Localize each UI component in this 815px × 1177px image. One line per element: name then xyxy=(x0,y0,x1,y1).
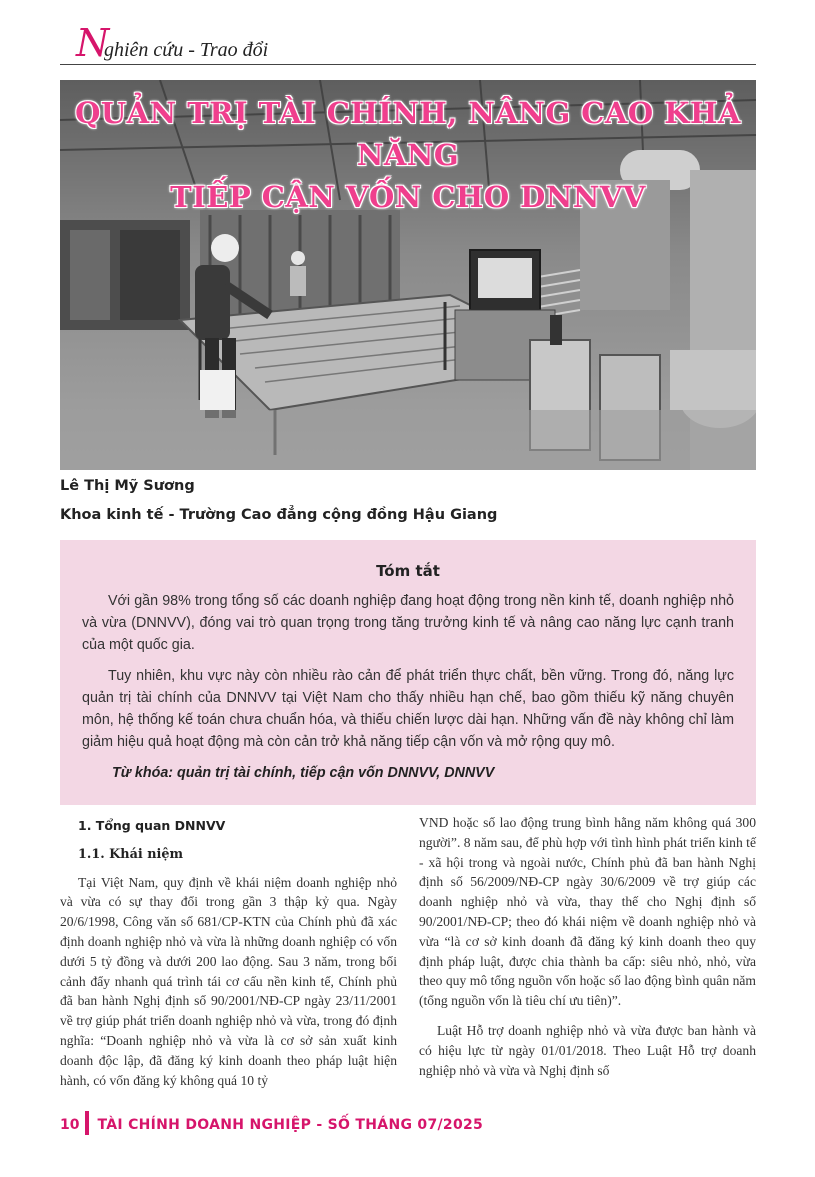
page-footer xyxy=(60,1112,483,1138)
article-title-line-1: QUẢN TRỊ TÀI CHÍNH, NÂNG CAO KHẢ NĂNG xyxy=(75,96,741,172)
page-number: 10 xyxy=(60,1117,80,1133)
body-column-right xyxy=(419,813,756,1080)
body-column-left xyxy=(60,813,397,1090)
abstract-paragraph-1: Với gần 98% trong tổng số các doanh nghiệp đang hoạt động trong nền kinh tế, doanh nghiệp nhỏ và vừa (DNNVV), đóng vai trò quan trọng trong tăng trưởng kinh tế và nâng cao năng lực cạnh tranh của một quốc gia. xyxy=(82,593,734,653)
body-paragraph: Luật Hỗ trợ doanh nghiệp nhỏ và vừa được ban hành và có hiệu lực từ ngày 01/01/2018. Theo Luật Hỗ trợ doanh nghiệp nhỏ và vừa và Nghị định số xyxy=(419,1022,756,1078)
abstract-keywords: Từ khóa: quản trị tài chính, tiếp cận vốn DNNVV, DNNVV xyxy=(112,765,495,781)
header-section-label: ghiên cứu - Trao đổi xyxy=(104,39,269,61)
magazine-name: TÀI CHÍNH DOANH NGHIỆP - SỐ THÁNG 07/2025 xyxy=(97,1117,484,1133)
header-initial: N xyxy=(76,21,110,65)
author-name: Lê Thị Mỹ Sương xyxy=(60,478,195,494)
abstract-box xyxy=(60,540,756,805)
section-heading: 1. Tổng quan DNNVV xyxy=(78,818,226,833)
article-title-line-2: TIẾP CẬN VỐN CHO DNNVV xyxy=(170,180,646,214)
body-paragraph: Tại Việt Nam, quy định về khái niệm doanh nghiệp nhỏ và vừa có sự thay đổi trong gần 3 thập kỷ qua. Ngày 20/6/1998, Công văn số 681/CP-KTN của Chính phủ đã xác định doanh nghiệp nhỏ và vừa là những doanh nghiệp có vốn dưới 5 tỷ đồng và dưới 200 lao động. Sau 3 năm, trong bối cảnh đẩy nhanh quá trình tái cơ cấu nền kinh tế, Chính phủ đã ban hành Nghị định số 90/2001/NĐ-CP ngày 23/11/2001 về trợ giúp phát triển doanh nghiệp nhỏ và vừa, trong đó định nghĩa: “Doanh nghiệp nhỏ và vừa là cơ sở sản xuất kinh doanh độc lập, đã đăng ký kinh doanh theo pháp luật hiện hành, có vốn đăng ký không quá 10 tỷ xyxy=(60,874,397,1088)
body-paragraph-continued: VND hoặc số lao động trung bình hằng năm không quá 300 người”. 8 năm sau, để phù hợp với tình hình phát triển kinh tế - xã hội trong và ngoài nước, Chính phủ đã ban hành Nghị định số 56/2009/NĐ-CP ngày 30/6/2009 về trợ giúp các doanh nghiệp nhỏ và vừa, thay thế cho Nghị định số 90/2001/NĐ-CP; theo đó khái niệm về doanh nghiệp nhỏ và vừa “là cơ sở kinh doanh đã đăng ký kinh doanh theo quy định pháp luật, được chia thành ba cấp: siêu nhỏ, nhỏ, vừa theo quy mô tổng nguồn vốn hoặc số lao động bình quân năm (tổng nguồn vốn là tiêu chí ưu tiên)”. xyxy=(419,815,756,1009)
author-affiliation: Khoa kinh tế - Trường Cao đẳng cộng đồng Hậu Giang xyxy=(60,507,498,523)
abstract-heading: Tóm tắt xyxy=(376,562,440,580)
article-title xyxy=(60,92,756,218)
footer-divider xyxy=(85,1111,89,1135)
running-header xyxy=(60,20,756,65)
subsection-heading: 1.1. Khái niệm xyxy=(78,846,184,862)
hero-photo xyxy=(60,80,756,470)
abstract-paragraph-2: Tuy nhiên, khu vực này còn nhiều rào cản để phát triển thực chất, bền vững. Trong đó, năng lực quản trị tài chính của DNNVV tại Việt Nam cho thấy nhiều hạn chế, bao gồm thiếu kỹ năng chuyên môn, hệ thống kế toán chưa chuẩn hóa, và thiếu chiến lược dài hạn. Những vấn đề này không chỉ làm giảm hiệu quả hoạt động mà còn cản trở khả năng tiếp cận vốn và mở rộng quy mô. xyxy=(82,668,734,750)
